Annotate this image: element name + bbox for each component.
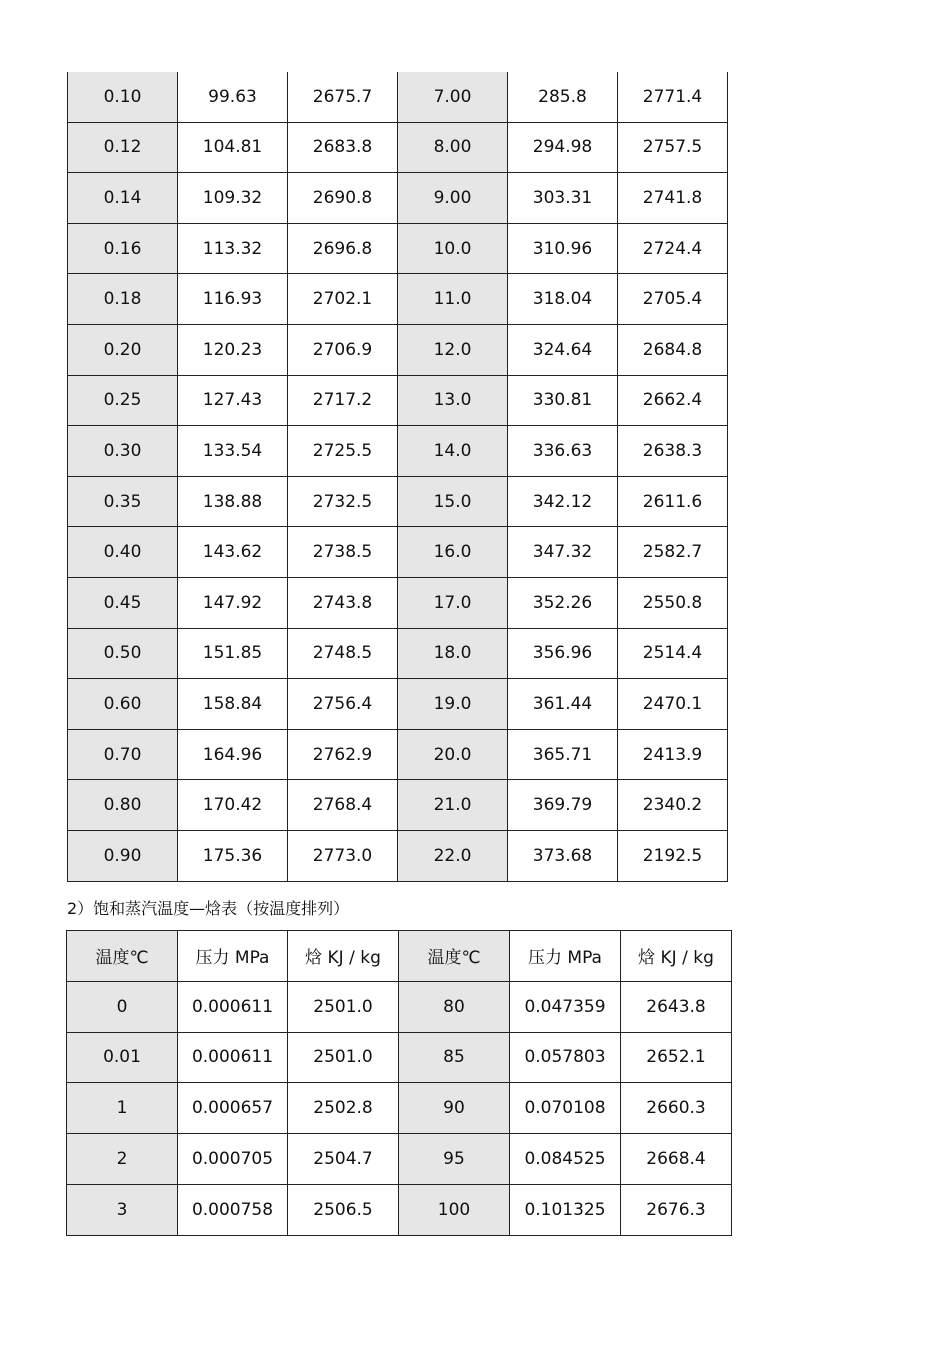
- table-cell: 0.40: [68, 527, 178, 578]
- table-cell: 365.71: [508, 729, 618, 780]
- table-cell: 2662.4: [618, 375, 728, 426]
- table-cell: 10.0: [398, 223, 508, 274]
- table-cell: 2717.2: [288, 375, 398, 426]
- header-cell: 焓 KJ / kg: [288, 931, 399, 982]
- table-header-row: [67, 931, 732, 982]
- table-cell: 95: [399, 1134, 510, 1185]
- table-row: [67, 981, 732, 1032]
- table-cell: 2652.1: [621, 1032, 732, 1083]
- table-cell: 0.35: [68, 476, 178, 527]
- table-cell: 0.101325: [510, 1184, 621, 1235]
- table-cell: 2582.7: [618, 527, 728, 578]
- table-cell: 113.32: [178, 223, 288, 274]
- table-cell: 2741.8: [618, 173, 728, 224]
- table-cell: 2738.5: [288, 527, 398, 578]
- table-cell: 2501.0: [288, 981, 399, 1032]
- table-cell: 90: [399, 1083, 510, 1134]
- table-cell: 2675.7: [288, 72, 398, 122]
- table-cell: 133.54: [178, 426, 288, 477]
- table-cell: 0.30: [68, 426, 178, 477]
- table-cell: 14.0: [398, 426, 508, 477]
- table-cell: 0.070108: [510, 1083, 621, 1134]
- header-cell: 压力 MPa: [178, 931, 288, 982]
- header-cell: 温度℃: [399, 931, 510, 982]
- table-cell: 2684.8: [618, 324, 728, 375]
- table-cell: 2702.1: [288, 274, 398, 325]
- table-cell: 0.50: [68, 628, 178, 679]
- table-row: [68, 324, 728, 375]
- table-cell: 0: [67, 981, 178, 1032]
- table-row: [68, 679, 728, 730]
- table-cell: 0.25: [68, 375, 178, 426]
- table-row: [67, 1134, 732, 1185]
- table-cell: 2690.8: [288, 173, 398, 224]
- table-cell: 19.0: [398, 679, 508, 730]
- table-cell: 0.084525: [510, 1134, 621, 1185]
- table-cell: 0.90: [68, 830, 178, 881]
- table-cell: 2768.4: [288, 780, 398, 831]
- table-cell: 175.36: [178, 830, 288, 881]
- table-row: [68, 830, 728, 881]
- table-cell: 0.000611: [178, 1032, 288, 1083]
- table-cell: 104.81: [178, 122, 288, 173]
- table-cell: 0.12: [68, 122, 178, 173]
- table-cell: 310.96: [508, 223, 618, 274]
- table-cell: 11.0: [398, 274, 508, 325]
- table-row: [68, 274, 728, 325]
- table-row: [68, 780, 728, 831]
- table-2-caption: 2）饱和蒸汽温度—焓表（按温度排列）: [67, 899, 350, 918]
- table-row: [68, 223, 728, 274]
- table-cell: 303.31: [508, 173, 618, 224]
- table-cell: 147.92: [178, 577, 288, 628]
- table-row: [68, 577, 728, 628]
- table-row: [67, 1184, 732, 1235]
- table-row: [68, 628, 728, 679]
- table-cell: 2660.3: [621, 1083, 732, 1134]
- table-cell: 318.04: [508, 274, 618, 325]
- table-cell: 109.32: [178, 173, 288, 224]
- table-2-body: [67, 981, 732, 1235]
- table-cell: 0.18: [68, 274, 178, 325]
- table-cell: 80: [399, 981, 510, 1032]
- table-cell: 0.01: [67, 1032, 178, 1083]
- table-cell: 0.057803: [510, 1032, 621, 1083]
- table-cell: 22.0: [398, 830, 508, 881]
- table-cell: 324.64: [508, 324, 618, 375]
- table-row: [68, 476, 728, 527]
- table-cell: 0.000758: [178, 1184, 288, 1235]
- table-cell: 2724.4: [618, 223, 728, 274]
- table-cell: 15.0: [398, 476, 508, 527]
- table-cell: 294.98: [508, 122, 618, 173]
- table-cell: 2470.1: [618, 679, 728, 730]
- table-cell: 2748.5: [288, 628, 398, 679]
- table-cell: 0.10: [68, 72, 178, 122]
- table-cell: 138.88: [178, 476, 288, 527]
- table-cell: 2340.2: [618, 780, 728, 831]
- table-cell: 13.0: [398, 375, 508, 426]
- table-cell: 2762.9: [288, 729, 398, 780]
- table-cell: 2506.5: [288, 1184, 399, 1235]
- table-row: [68, 729, 728, 780]
- table-cell: 2501.0: [288, 1032, 399, 1083]
- table-cell: 99.63: [178, 72, 288, 122]
- table-cell: 127.43: [178, 375, 288, 426]
- table-cell: 2706.9: [288, 324, 398, 375]
- header-cell: 压力 MPa: [510, 931, 621, 982]
- table-cell: 0.20: [68, 324, 178, 375]
- table-cell: 0.000705: [178, 1134, 288, 1185]
- table-cell: 330.81: [508, 375, 618, 426]
- table-cell: 9.00: [398, 173, 508, 224]
- table-cell: 20.0: [398, 729, 508, 780]
- header-cell: 温度℃: [67, 931, 178, 982]
- table-cell: 369.79: [508, 780, 618, 831]
- table-cell: 2611.6: [618, 476, 728, 527]
- table-cell: 2514.4: [618, 628, 728, 679]
- table-cell: 2504.7: [288, 1134, 399, 1185]
- table-cell: 0.16: [68, 223, 178, 274]
- table-cell: 0.047359: [510, 981, 621, 1032]
- table-cell: 170.42: [178, 780, 288, 831]
- table-cell: 116.93: [178, 274, 288, 325]
- table-cell: 2638.3: [618, 426, 728, 477]
- table-cell: 2192.5: [618, 830, 728, 881]
- table-cell: 2743.8: [288, 577, 398, 628]
- temperature-enthalpy-table: [66, 930, 732, 1236]
- table-cell: 18.0: [398, 628, 508, 679]
- table-cell: 8.00: [398, 122, 508, 173]
- table-cell: 2502.8: [288, 1083, 399, 1134]
- table-cell: 2676.3: [621, 1184, 732, 1235]
- table-cell: 164.96: [178, 729, 288, 780]
- table-cell: 2668.4: [621, 1134, 732, 1185]
- table-cell: 16.0: [398, 527, 508, 578]
- header-cell: 焓 KJ / kg: [621, 931, 732, 982]
- table-cell: 0.14: [68, 173, 178, 224]
- table-row: [68, 527, 728, 578]
- pressure-enthalpy-table-continued: [67, 72, 728, 882]
- table-cell: 2756.4: [288, 679, 398, 730]
- table-cell: 12.0: [398, 324, 508, 375]
- table-cell: 352.26: [508, 577, 618, 628]
- table-cell: 2705.4: [618, 274, 728, 325]
- table-2-header: [67, 931, 732, 982]
- table-cell: 0.000657: [178, 1083, 288, 1134]
- table-cell: 2696.8: [288, 223, 398, 274]
- table-cell: 2757.5: [618, 122, 728, 173]
- table-cell: 143.62: [178, 527, 288, 578]
- table-cell: 0.70: [68, 729, 178, 780]
- table-cell: 85: [399, 1032, 510, 1083]
- table-row: [68, 72, 728, 122]
- table-cell: 2643.8: [621, 981, 732, 1032]
- table-cell: 21.0: [398, 780, 508, 831]
- table-cell: 342.12: [508, 476, 618, 527]
- table-cell: 17.0: [398, 577, 508, 628]
- table-row: [68, 122, 728, 173]
- table-cell: 120.23: [178, 324, 288, 375]
- table-row: [68, 173, 728, 224]
- table-cell: 7.00: [398, 72, 508, 122]
- table-cell: 347.32: [508, 527, 618, 578]
- table-cell: 2771.4: [618, 72, 728, 122]
- table-row: [67, 1083, 732, 1134]
- table-cell: 2683.8: [288, 122, 398, 173]
- table-cell: 361.44: [508, 679, 618, 730]
- table-cell: 0.45: [68, 577, 178, 628]
- table-cell: 2550.8: [618, 577, 728, 628]
- table-1-body: [68, 72, 728, 881]
- table-row: [67, 1032, 732, 1083]
- table-cell: 151.85: [178, 628, 288, 679]
- table-cell: 100: [399, 1184, 510, 1235]
- table-cell: 2: [67, 1134, 178, 1185]
- table-cell: 373.68: [508, 830, 618, 881]
- table-cell: 356.96: [508, 628, 618, 679]
- table-cell: 2732.5: [288, 476, 398, 527]
- table-cell: 1: [67, 1083, 178, 1134]
- table-row: [68, 426, 728, 477]
- table-cell: 0.60: [68, 679, 178, 730]
- table-cell: 336.63: [508, 426, 618, 477]
- table-cell: 158.84: [178, 679, 288, 730]
- table-cell: 0.80: [68, 780, 178, 831]
- table-cell: 3: [67, 1184, 178, 1235]
- table-cell: 2413.9: [618, 729, 728, 780]
- table-row: [68, 375, 728, 426]
- table-cell: 2773.0: [288, 830, 398, 881]
- table-cell: 0.000611: [178, 981, 288, 1032]
- table-cell: 2725.5: [288, 426, 398, 477]
- table-cell: 285.8: [508, 72, 618, 122]
